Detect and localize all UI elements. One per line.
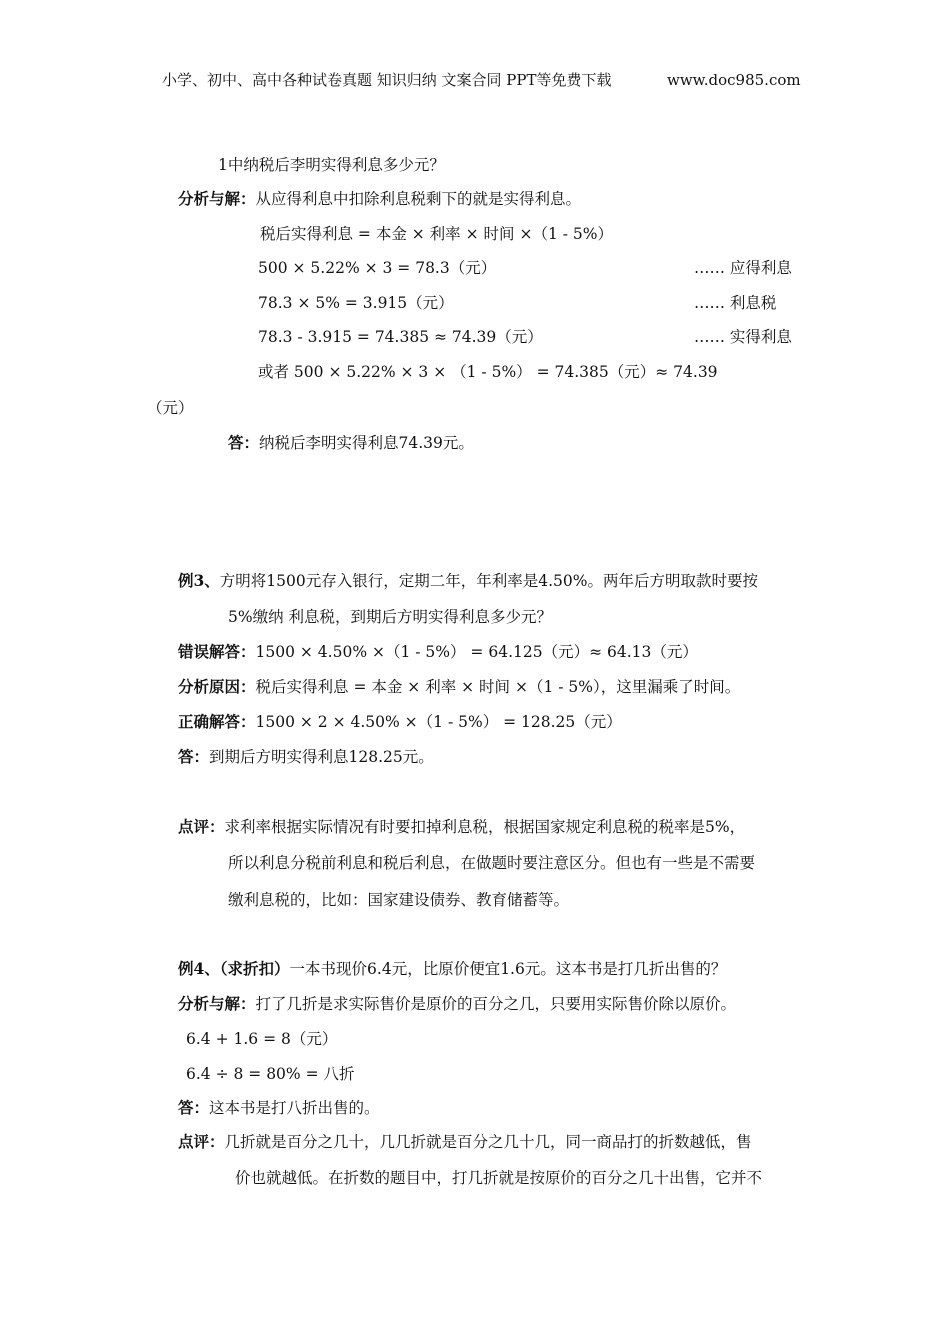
answer-label: 答：: [178, 747, 210, 766]
ex4-calc1: 6.4 + 1.6 = 8（元）: [186, 1030, 338, 1048]
wrong-text: 1500 × 4.50% ×（1 - 5%） = 64.125（元）≈ 64.13（元）: [255, 643, 698, 661]
ex3-line1: [178, 570, 758, 592]
q1-calc1-note: …… 应得利息: [694, 259, 792, 277]
answer-label: 答：: [228, 433, 260, 452]
ex4-label: 例4、（求折扣）: [178, 959, 290, 978]
ex4-analysis: [178, 993, 736, 1015]
q1-calc2-note: …… 利息税: [694, 294, 777, 312]
q1-calc1: 500 × 5.22% × 3 = 78.3（元）: [258, 259, 497, 277]
correct-label: 正确解答：: [178, 712, 256, 731]
answer-text: 纳税后李明实得利息74.39元。: [259, 434, 474, 452]
header-url: www.doc985.com: [667, 71, 801, 89]
q1-alt-unit: （元）: [147, 399, 194, 417]
comment1-line1: [178, 816, 745, 838]
answer-text: 到期后方明实得利息128.25元。: [209, 748, 434, 766]
ex4-calc2: 6.4 ÷ 8 = 80% = 八折: [186, 1065, 355, 1083]
ex4-comment-line1: [178, 1131, 752, 1153]
wrong-label: 错误解答：: [178, 642, 256, 661]
reason-label: 分析原因：: [178, 677, 256, 696]
comment1-text1: 求利率根据实际情况有时要扣掉利息税，根据国家规定利息税的税率是5%，: [224, 818, 746, 836]
ex3-correct: [178, 711, 622, 733]
q1-analysis: [178, 188, 581, 210]
ex3-reason: [178, 676, 740, 698]
analysis-label: 分析与解：: [178, 189, 256, 208]
q1-formula: 税后实得利息 = 本金 × 利率 × 时间 ×（1 - 5%）: [260, 225, 613, 243]
ex4-comment-line2: 价也就越低。在折数的题目中，打几折就是按原价的百分之几十出售，它并不: [235, 1169, 763, 1187]
comment-label: 点评：: [178, 817, 225, 836]
analysis-text: 从应得利息中扣除利息税剩下的就是实得利息。: [255, 190, 582, 208]
comment-label: 点评：: [178, 1132, 225, 1151]
comment1-line2: 所以利息分税前利息和税后利息，在做题时要注意区分。但也有一些是不需要: [228, 854, 756, 872]
answer-text: 这本书是打八折出售的。: [209, 1099, 380, 1117]
ex4-line1: [178, 958, 726, 980]
answer-label: 答：: [178, 1098, 210, 1117]
header-left-text: 小学、初中、高中各种试卷真题 知识归纳 文案合同 PPT等免费下载: [162, 71, 612, 89]
ex4-text: 一本书现价6.4元，比原价便宜1.6元。这本书是打几折出售的？: [289, 960, 727, 978]
analysis-text: 打了几折是求实际售价是原价的百分之几，只要用实际售价除以原价。: [255, 995, 737, 1013]
analysis-label: 分析与解：: [178, 994, 256, 1013]
ex3-text2: 5%缴纳 利息税，到期后方明实得利息多少元？: [228, 608, 553, 626]
q1-calc3: 78.3 - 3.915 = 74.385 ≈ 74.39（元）: [258, 328, 543, 346]
reason-text: 税后实得利息 = 本金 × 利率 × 时间 ×（1 - 5%），这里漏乘了时间。: [255, 678, 741, 696]
comment1-line3: 缴利息税的，比如：国家建设债券、教育储蓄等。: [228, 891, 570, 909]
q1-calc3-note: …… 实得利息: [694, 328, 792, 346]
ex4-answer: [178, 1097, 380, 1119]
ex3-wrong: [178, 641, 698, 663]
ex3-answer: [178, 746, 434, 768]
ex3-text1: 方明将1500元存入银行，定期二年，年利率是4.50%。两年后方明取款时要按: [219, 572, 758, 590]
q1-answer: [228, 432, 474, 454]
correct-text: 1500 × 2 × 4.50% ×（1 - 5%） = 128.25（元）: [255, 713, 622, 731]
q1-calc2: 78.3 × 5% = 3.915（元）: [258, 294, 454, 312]
ex4-comment-text1: 几折就是百分之几十，几几折就是百分之几十几，同一商品打的折数越低，售: [224, 1133, 752, 1151]
q1-question: 1中纳税后李明实得利息多少元？: [218, 156, 445, 174]
q1-alt: 或者 500 × 5.22% × 3 × （1 - 5%） = 74.385（元）≈ 74.39: [258, 363, 718, 381]
ex3-label: 例3、: [178, 571, 220, 590]
